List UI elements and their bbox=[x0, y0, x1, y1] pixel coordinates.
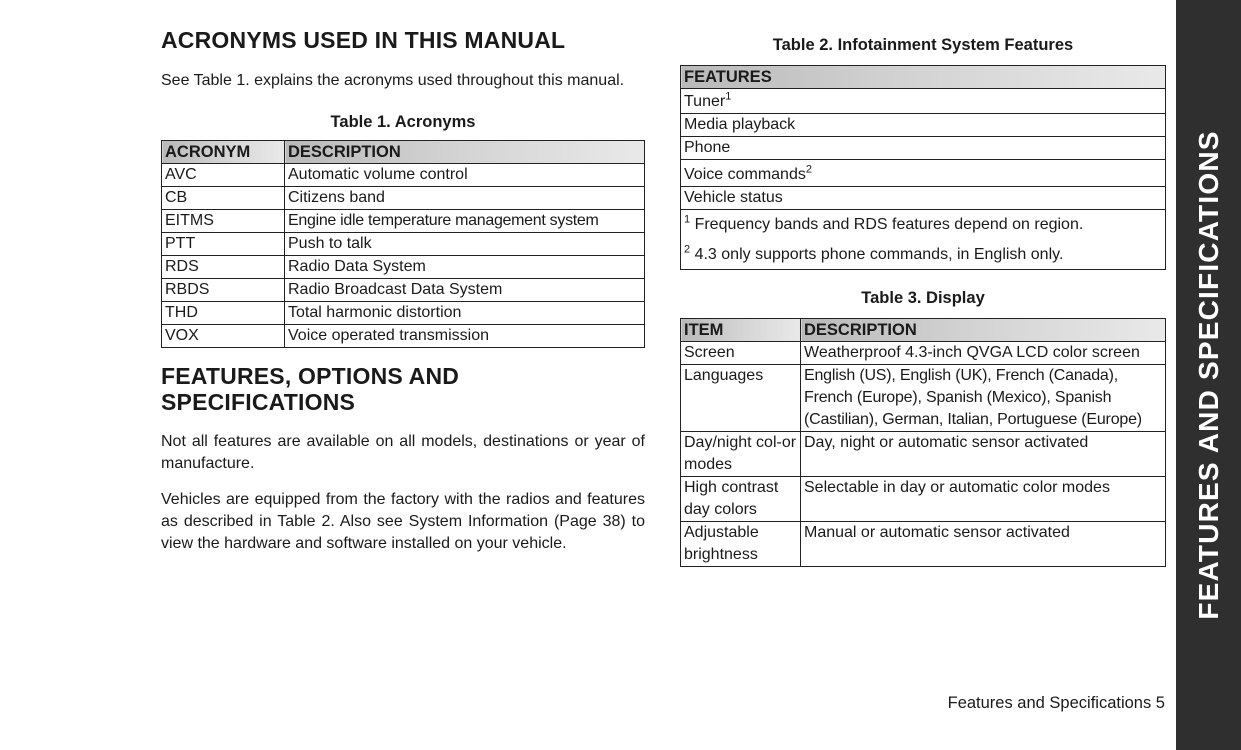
features-para-2: Vehicles are equipped from the factory with the radios and features as described in Table 2. Also see System Information (Page 38) to view the hardware and software installed on your vehicle. bbox=[161, 490, 645, 552]
description-cell: Selectable in day or automatic color modes bbox=[801, 477, 1166, 522]
description-cell: Total harmonic distortion bbox=[285, 302, 645, 325]
acronyms-heading: ACRONYMS USED IN THIS MANUAL bbox=[161, 27, 566, 53]
footnote-ref: 2 bbox=[805, 163, 812, 176]
table-row bbox=[681, 477, 1166, 522]
footnote-mark: 2 bbox=[684, 243, 691, 256]
table1-caption: Table 1. Acronyms bbox=[330, 113, 476, 132]
table3-caption: Table 3. Display bbox=[861, 289, 985, 307]
left-column bbox=[161, 28, 645, 555]
description-cell: Day, night or automatic sensor activated bbox=[801, 432, 1166, 477]
features-heading-line2: SPECIFICATIONS bbox=[161, 388, 356, 415]
acronym-header: ACRONYM bbox=[162, 141, 285, 164]
item-header: ITEM bbox=[681, 319, 801, 342]
display-table bbox=[680, 318, 1166, 567]
table-row bbox=[162, 302, 645, 325]
features-header: FEATURES bbox=[681, 66, 1166, 89]
table-row bbox=[162, 233, 645, 256]
item-cell: Adjustable brightness bbox=[681, 522, 801, 567]
feature-name: Voice commands bbox=[684, 166, 806, 183]
side-tab-label: FEATURES AND SPECIFICATIONS bbox=[1192, 130, 1224, 620]
acronym-cell: AVC bbox=[162, 164, 285, 187]
acronym-cell: VOX bbox=[162, 325, 285, 348]
table-row bbox=[681, 160, 1166, 187]
table-row bbox=[681, 187, 1166, 210]
feature-cell bbox=[681, 187, 1166, 210]
acronym-cell: RBDS bbox=[162, 279, 285, 302]
description-cell: Citizens band bbox=[285, 187, 645, 210]
feature-cell bbox=[681, 89, 1166, 114]
description-cell: Manual or automatic sensor activated bbox=[801, 522, 1166, 567]
feature-name: Tuner bbox=[684, 93, 726, 110]
acronym-cell: THD bbox=[162, 302, 285, 325]
description-header: DESCRIPTION bbox=[801, 319, 1166, 342]
feature-name: Vehicle status bbox=[684, 189, 783, 206]
description-cell: English (US), English (UK), French (Canada), French (Europe), Spanish (Mexico), Spanish (Castilian), German, Italian, Portuguese (Europe) bbox=[801, 365, 1166, 432]
item-cell: High contrast day colors bbox=[681, 477, 801, 522]
table-row bbox=[162, 325, 645, 348]
features-table bbox=[680, 65, 1166, 270]
table-row bbox=[162, 256, 645, 279]
table-row bbox=[681, 342, 1166, 365]
features-para-1: Not all features are available on all models, destinations or year of manufacture. bbox=[161, 432, 645, 472]
feature-name: Phone bbox=[684, 139, 731, 156]
table-row bbox=[681, 365, 1166, 432]
acronym-cell: CB bbox=[162, 187, 285, 210]
description-header: DESCRIPTION bbox=[285, 141, 645, 164]
table-header-row bbox=[681, 319, 1166, 342]
footnote-text: 4.3 only supports phone commands, in English only. bbox=[694, 246, 1064, 263]
page-footer: Features and Specifications 5 bbox=[947, 694, 1165, 712]
description-cell: Radio Broadcast Data System bbox=[285, 279, 645, 302]
footnotes-row bbox=[681, 210, 1166, 270]
acronym-cell: RDS bbox=[162, 256, 285, 279]
side-tab bbox=[1176, 0, 1241, 750]
table-row bbox=[162, 164, 645, 187]
feature-cell bbox=[681, 114, 1166, 137]
table-row bbox=[681, 522, 1166, 567]
table2-caption: Table 2. Infotainment System Features bbox=[772, 36, 1074, 54]
feature-cell bbox=[681, 137, 1166, 160]
table-row bbox=[681, 114, 1166, 137]
description-cell: Voice operated transmission bbox=[285, 325, 645, 348]
table-header-row bbox=[162, 141, 645, 164]
description-cell: Weatherproof 4.3-inch QVGA LCD color screen bbox=[801, 342, 1166, 365]
item-cell: Day/night col-or modes bbox=[681, 432, 801, 477]
description-cell: Push to talk bbox=[285, 233, 645, 256]
footnote-text: Frequency bands and RDS features depend on region. bbox=[694, 216, 1084, 233]
footnote bbox=[684, 244, 1162, 266]
right-column bbox=[680, 36, 1166, 567]
item-cell: Screen bbox=[681, 342, 801, 365]
footnote-ref: 1 bbox=[725, 90, 732, 103]
table-row bbox=[681, 89, 1166, 114]
item-cell: Languages bbox=[681, 365, 801, 432]
table-row bbox=[162, 187, 645, 210]
footnote-mark: 1 bbox=[684, 213, 691, 226]
description-cell: Automatic volume control bbox=[285, 164, 645, 187]
features-heading-line1: FEATURES, OPTIONS AND bbox=[161, 363, 460, 390]
description-cell: Radio Data System bbox=[285, 256, 645, 279]
table-row bbox=[162, 210, 645, 233]
table-row bbox=[681, 432, 1166, 477]
footnotes-cell bbox=[681, 210, 1166, 270]
table-row bbox=[681, 137, 1166, 160]
acronyms-intro: See Table 1. explains the acronyms used throughout this manual. bbox=[161, 72, 625, 90]
description-cell: Engine idle temperature management system bbox=[285, 210, 645, 233]
features-heading bbox=[161, 364, 645, 415]
table-header-row bbox=[681, 66, 1166, 89]
acronym-cell: EITMS bbox=[162, 210, 285, 233]
acronym-cell: PTT bbox=[162, 233, 285, 256]
acronyms-table bbox=[161, 140, 645, 348]
feature-name: Media playback bbox=[684, 116, 796, 133]
table-row bbox=[162, 279, 645, 302]
feature-cell bbox=[681, 160, 1166, 187]
footnote bbox=[684, 214, 1162, 236]
